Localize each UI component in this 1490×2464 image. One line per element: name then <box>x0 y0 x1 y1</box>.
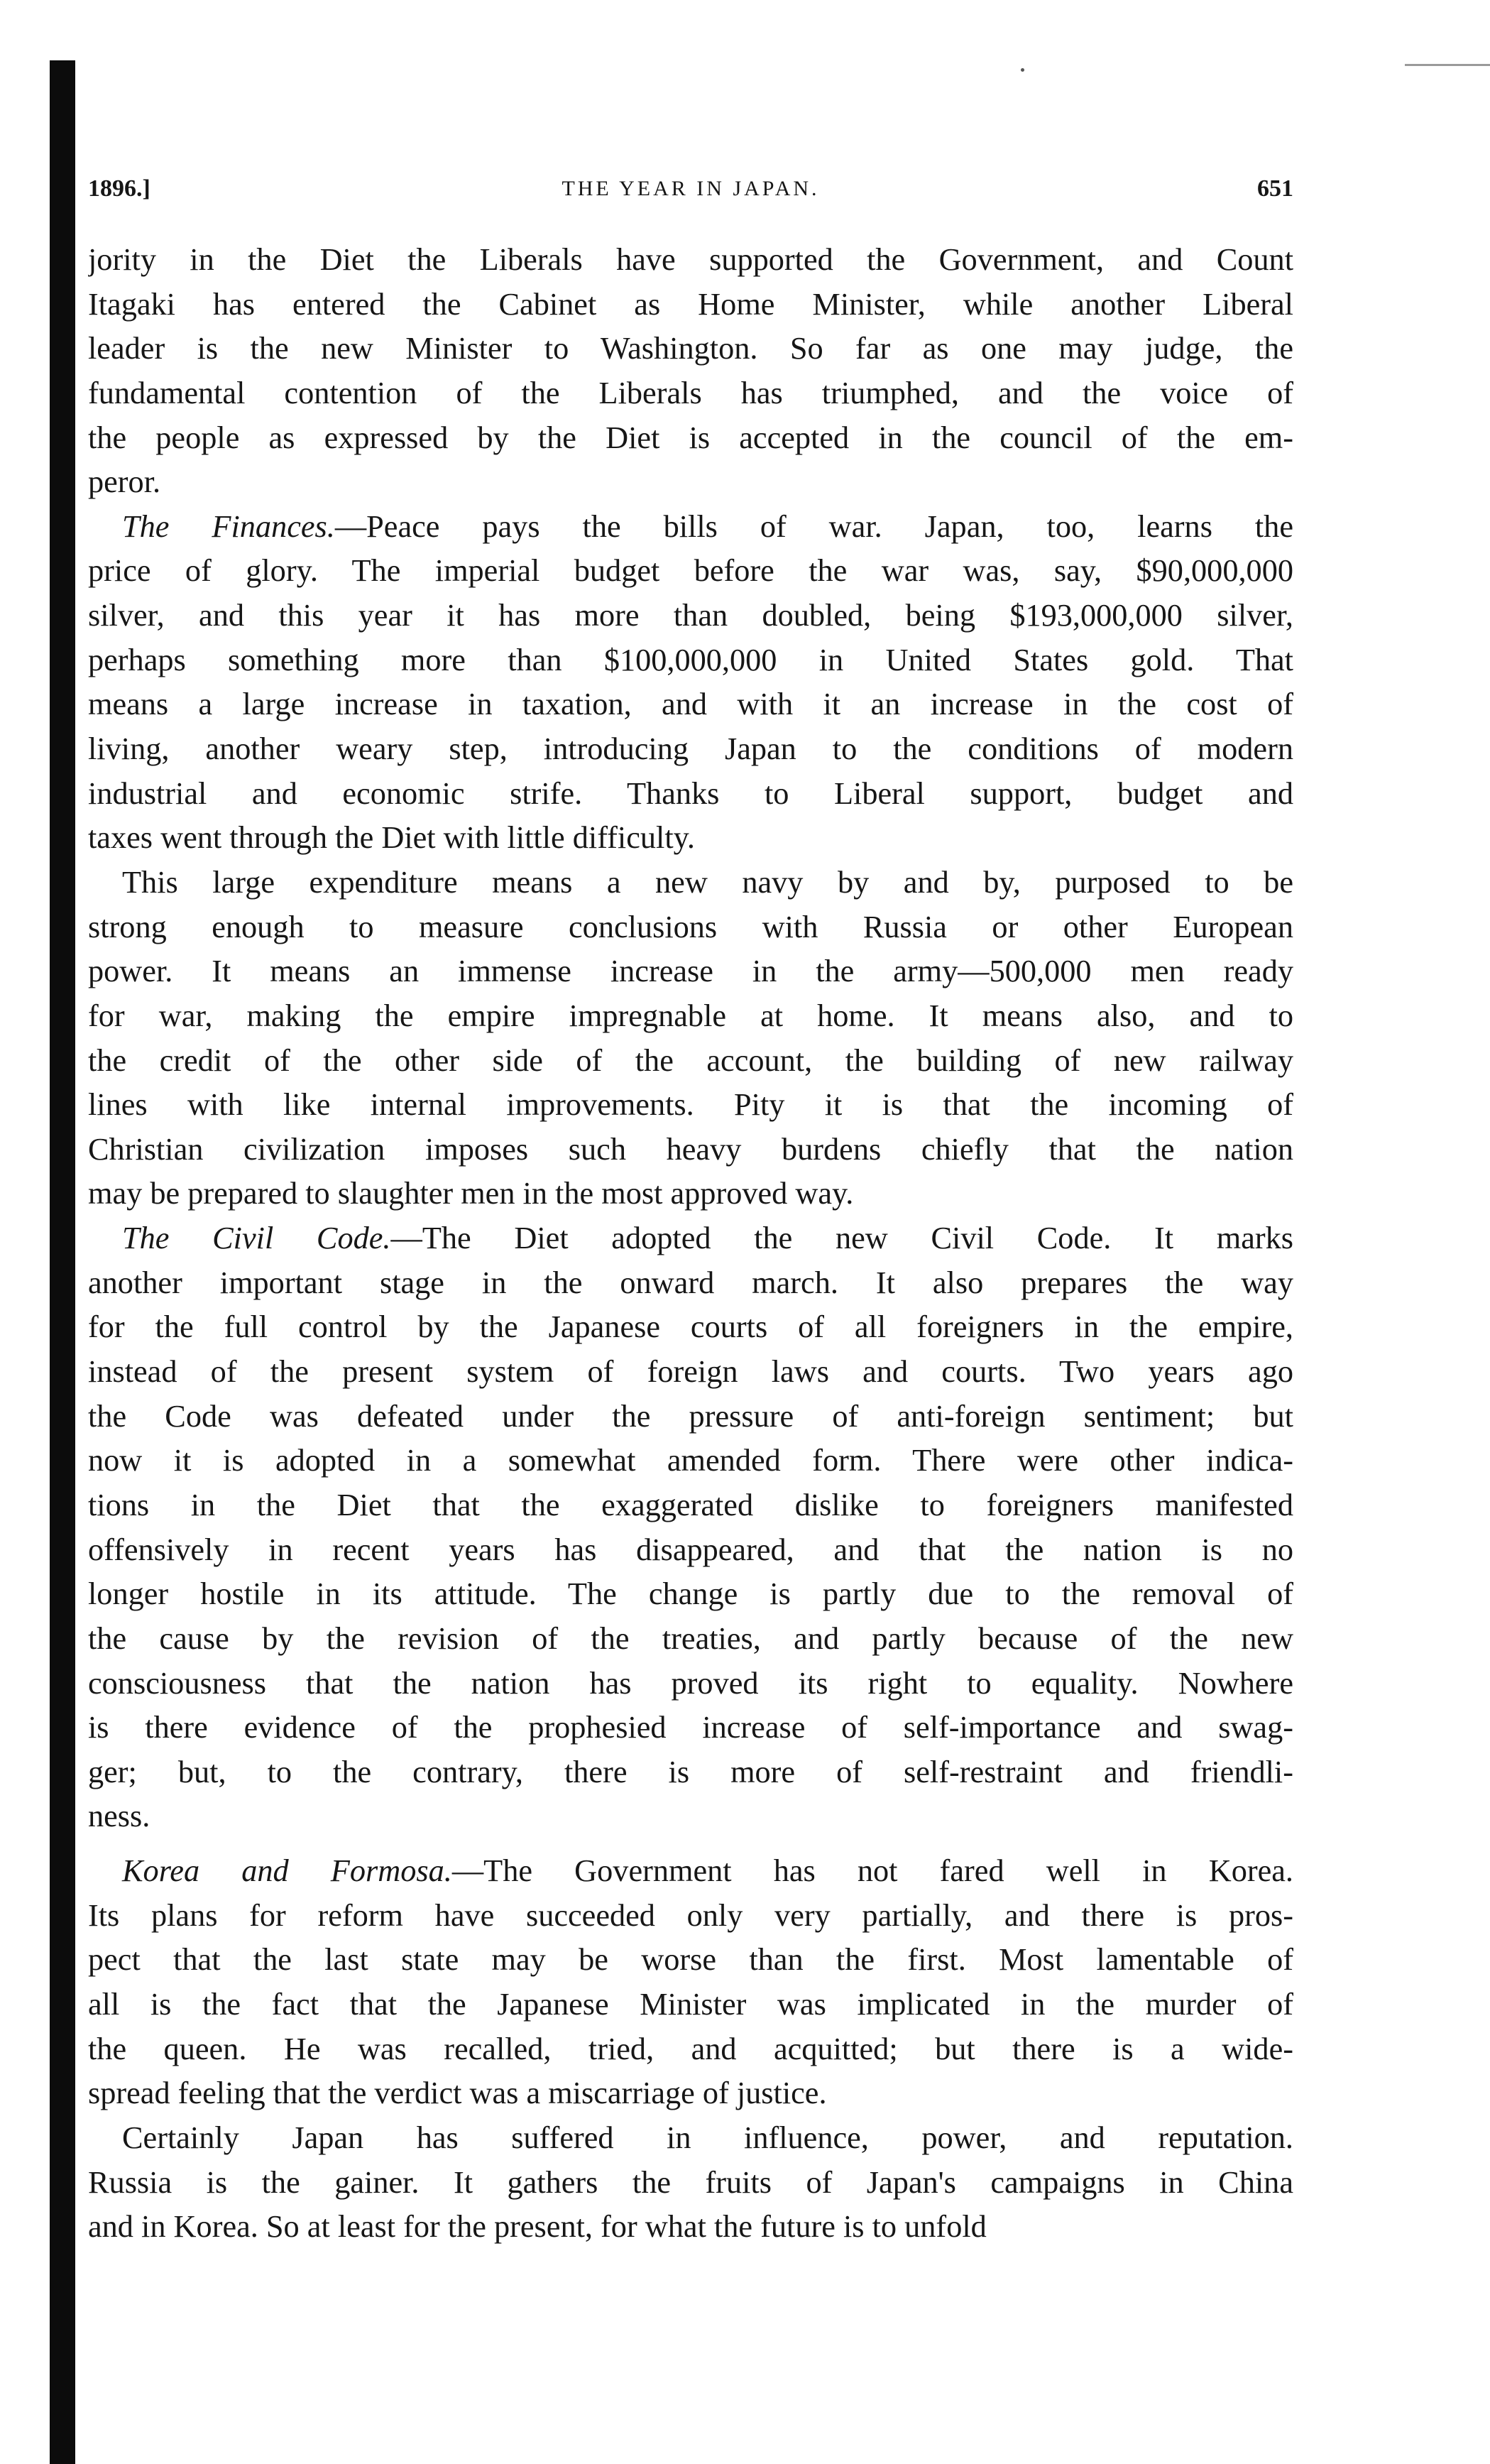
text-line <box>88 327 1293 371</box>
line-text: Its plans for reform have succeeded only very partially, and there is pros- <box>88 1897 1293 1933</box>
line-text: consciousness that the nation has proved its right to equality. Nowhere <box>88 1665 1293 1701</box>
page-number: 651 <box>1257 175 1293 202</box>
line-text: pect that the last state may be worse than the first. Most lamentable of <box>88 1942 1293 1978</box>
line-text: offensively in recent years has disappeared, and that the nation is no <box>88 1532 1293 1567</box>
text-line <box>88 772 1293 817</box>
text-line <box>88 1983 1293 2027</box>
text-line <box>88 1039 1293 1084</box>
line-text: Itagaki has entered the Cabinet as Home Minister, while another Liberal <box>88 286 1293 322</box>
text-line <box>88 816 1293 861</box>
line-text: the credit of the other side of the account, the building of new railway <box>88 1042 1293 1078</box>
text-line <box>88 682 1293 727</box>
line-text: the people as expressed by the Diet is accepted in the council of the em- <box>88 420 1293 455</box>
line-text: tions in the Diet that the exaggerated dislike to foreigners manifested <box>88 1487 1293 1522</box>
line-text: —The Diet adopted the new Civil Code. It marks <box>390 1221 1293 1256</box>
line-text: means a large increase in taxation, and with it an increase in the cost of <box>88 687 1293 722</box>
text-line <box>88 949 1293 994</box>
text-line <box>88 2161 1293 2206</box>
text-line <box>88 1083 1293 1128</box>
line-text: may be prepared to slaughter men in the most approved way. <box>88 1176 854 1211</box>
line-text: is there evidence of the prophesied increase of self-importance and swag- <box>88 1710 1293 1745</box>
text-line <box>88 416 1293 461</box>
line-text: —The Government has not fared well in Korea. <box>451 1853 1293 1889</box>
line-text: longer hostile in its attitude. The change is partly due to the removal of <box>88 1576 1293 1612</box>
text-line <box>88 505 1293 550</box>
line-text: leader is the new Minister to Washington. So far as one may judge, the <box>88 331 1293 366</box>
text-line <box>88 1894 1293 1939</box>
scan-speck <box>1021 68 1024 72</box>
text-line <box>88 283 1293 327</box>
text-line <box>88 1216 1293 1261</box>
text-line <box>88 371 1293 416</box>
text-line <box>88 1938 1293 1983</box>
line-text: instead of the present system of foreign laws and courts. Two years ago <box>88 1354 1293 1390</box>
top-edge-rule <box>1405 64 1490 66</box>
article-body <box>88 238 1293 2250</box>
line-text: the Code was defeated under the pressure of anti-foreign sentiment; but <box>88 1398 1293 1434</box>
text-line <box>88 1528 1293 1573</box>
line-text: Russia is the gainer. It gathers the fruits of Japan's campaigns in China <box>88 2164 1293 2200</box>
text-line <box>88 1350 1293 1395</box>
line-text: ger; but, to the contrary, there is more of self-restraint and friendli- <box>88 1754 1293 1789</box>
text-line <box>88 1483 1293 1528</box>
line-text: peror. <box>88 464 161 500</box>
line-text: fundamental contention of the Liberals has triumphed, and the voice of <box>88 375 1293 410</box>
line-text: and in Korea. So at least for the present, for what the future is to unfold <box>88 2209 987 2245</box>
text-line <box>88 2071 1293 2116</box>
line-text: taxes went through the Diet with little difficulty. <box>88 820 696 856</box>
line-text: Certainly Japan has suffered in influence, power, and reputation. <box>122 2120 1293 2155</box>
line-text: living, another weary step, introducing Japan to the conditions of modern <box>88 731 1293 767</box>
text-line <box>88 638 1293 683</box>
line-text: now it is adopted in a somewhat amended form. There were other indica- <box>88 1443 1293 1478</box>
line-text: price of glory. The imperial budget before the war was, say, $90,000,000 <box>88 553 1293 589</box>
line-text: —Peace pays the bills of war. Japan, too, learns the <box>334 508 1293 544</box>
text-line <box>88 1794 1293 1839</box>
text-line <box>88 1128 1293 1172</box>
text-line <box>88 460 1293 505</box>
text-line <box>88 1395 1293 1439</box>
running-head <box>88 168 1293 210</box>
text-line <box>88 727 1293 772</box>
text-line <box>88 549 1293 594</box>
line-text: industrial and economic strife. Thanks to Liberal support, budget and <box>88 775 1293 811</box>
text-line <box>88 2027 1293 2072</box>
text-line <box>88 1706 1293 1750</box>
text-line <box>88 2205 1293 2250</box>
line-text: This large expenditure means a new navy by and by, purposed to be <box>122 864 1293 900</box>
binding-shadow <box>50 60 75 2464</box>
line-text: all is the fact that the Japanese Minister was implicated in the murder of <box>88 1986 1293 2022</box>
text-line <box>88 994 1293 1039</box>
line-text: the cause by the revision of the treaties, and partly because of the new <box>88 1620 1293 1656</box>
running-head-title: THE YEAR IN JAPAN. <box>562 177 820 200</box>
line-text: for the full control by the Japanese courts of all foreigners in the empire, <box>88 1309 1293 1345</box>
text-line <box>88 238 1293 283</box>
text-line <box>88 2116 1293 2161</box>
running-head-year: 1896.] <box>88 175 150 202</box>
text-line <box>88 1172 1293 1216</box>
text-line <box>88 861 1293 905</box>
line-text: silver, and this year it has more than doubled, being $193,000,000 silver, <box>88 598 1293 633</box>
line-text: for war, making the empire impregnable at home. It means also, and to <box>88 998 1293 1033</box>
section-heading: The Finances. <box>122 508 335 544</box>
text-line <box>88 1261 1293 1306</box>
text-line <box>88 1849 1293 1894</box>
line-text: ness. <box>88 1799 150 1834</box>
section-heading: Korea and Formosa. <box>122 1853 452 1889</box>
text-line <box>88 1305 1293 1350</box>
section-heading: The Civil Code. <box>122 1221 391 1256</box>
line-text: strong enough to measure conclusions with Russia or other European <box>88 909 1293 944</box>
line-text: power. It means an immense increase in the army—500,000 men ready <box>88 954 1293 989</box>
line-text: lines with like internal improvements. Pity it is that the incoming of <box>88 1087 1293 1123</box>
line-text: the queen. He was recalled, tried, and acquitted; but there is a wide- <box>88 2031 1293 2066</box>
text-line <box>88 594 1293 638</box>
line-text: perhaps something more than $100,000,000 in United States gold. That <box>88 642 1293 677</box>
line-text: spread feeling that the verdict was a miscarriage of justice. <box>88 2076 827 2111</box>
line-text: Christian civilization imposes such heavy burdens chiefly that the nation <box>88 1131 1293 1167</box>
text-line <box>88 1750 1293 1795</box>
text-line <box>88 1439 1293 1483</box>
text-line <box>88 1617 1293 1662</box>
text-line <box>88 905 1293 950</box>
text-line <box>88 1572 1293 1617</box>
text-line <box>88 1662 1293 1706</box>
line-text: jority in the Diet the Liberals have supported the Government, and Count <box>88 242 1293 277</box>
line-text: another important stage in the onward march. It also prepares the way <box>88 1265 1293 1300</box>
